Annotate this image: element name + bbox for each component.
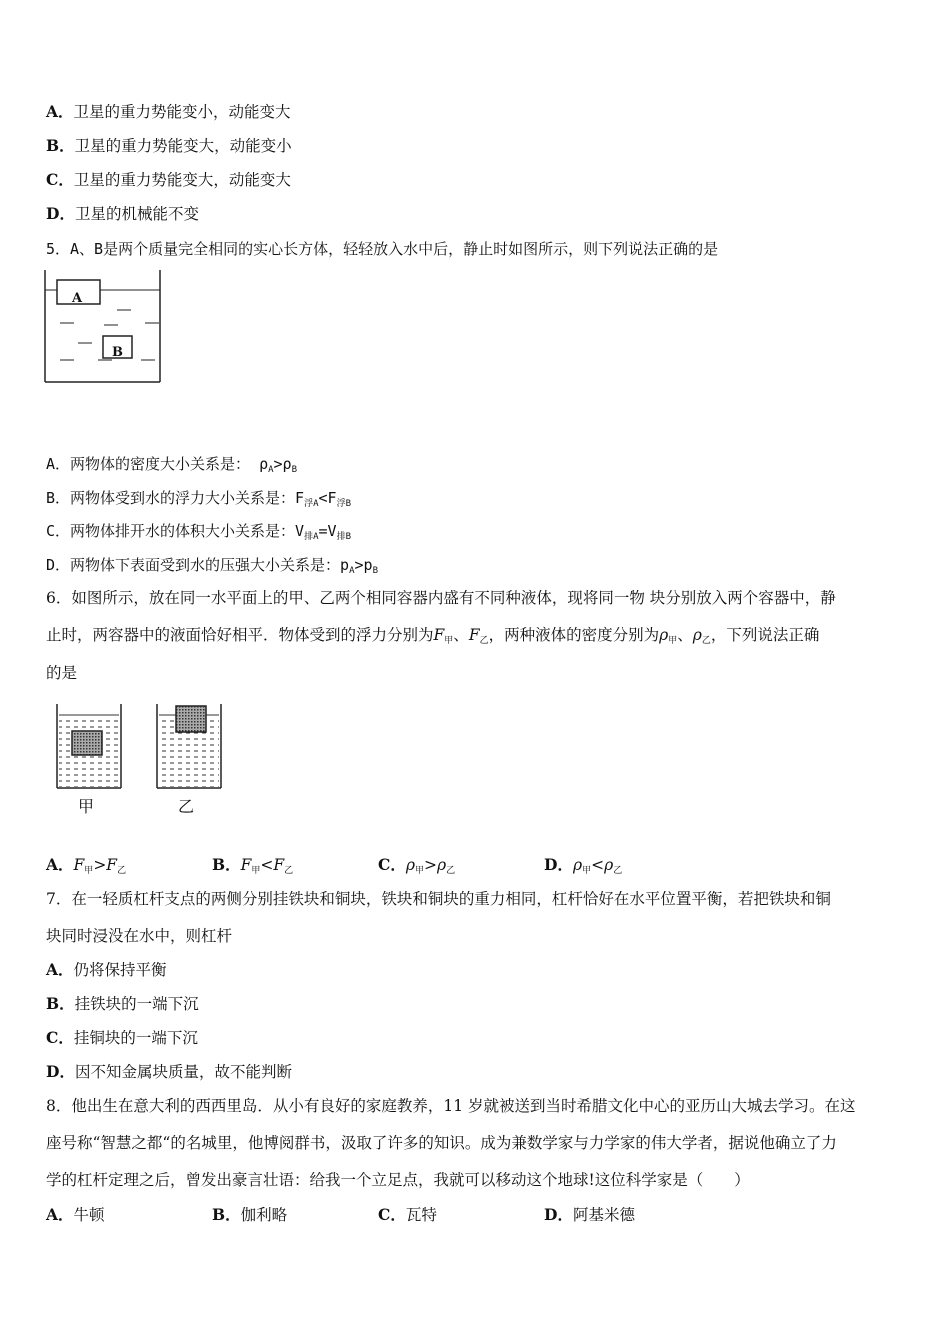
option-letter: A．: [46, 102, 74, 121]
subscript: B: [372, 566, 378, 576]
q6-options-row: [46, 855, 710, 881]
q8-stem-line1: 8．他出生在意大利的西西里岛．从小有良好的家庭教养，11 岁就被送到当时希腊文化中心的亚历山大城去学习。在这: [46, 1097, 856, 1115]
q8-stem-line2: 座号称“智慧之都“的名城里，他博阅群书，汲取了许多的知识。成为兼数学家与力学家的伟大学者，据说他确立了力: [46, 1134, 837, 1152]
relation: =V: [318, 522, 337, 540]
option-text: 仍将保持平衡: [73, 961, 167, 979]
q5-option-a: [46, 454, 297, 480]
force-symbol: F: [468, 626, 480, 644]
subscript: 甲: [668, 636, 678, 646]
subscript: 甲: [444, 636, 454, 646]
q6-option-d: [544, 855, 710, 881]
subscript: 排A: [304, 532, 319, 542]
label-yi: 乙: [178, 797, 195, 816]
symbol: F: [73, 856, 85, 874]
q8-option-b: [212, 1205, 378, 1225]
relation: >F: [93, 856, 118, 874]
q6-option-b: [212, 855, 378, 881]
option-text: 阿基米德: [572, 1206, 635, 1224]
subscript: 乙: [701, 636, 711, 646]
option-letter: C．: [378, 1205, 406, 1224]
option-letter: C．: [378, 855, 406, 874]
symbol: F: [240, 856, 252, 874]
subscript: 乙: [117, 866, 127, 876]
option-letter: D．: [544, 855, 573, 874]
relation: <ρ: [591, 856, 614, 874]
option-text: 牛顿: [73, 1206, 105, 1224]
stem-text: 止时，两容器中的液面恰好相平．物体受到的浮力分别为: [46, 626, 434, 644]
option-letter: D．: [46, 1062, 75, 1081]
q6-option-c: [378, 855, 544, 881]
q8-option-c: [378, 1205, 544, 1225]
q7-stem-line2: 块同时浸没在水中，则杠杆: [46, 927, 233, 945]
q8-option-d: [544, 1205, 710, 1225]
rho-symbol: ρ: [659, 626, 669, 644]
subscript: 排B: [336, 532, 351, 542]
option-text: D．两物体下表面受到水的压强大小关系是：p: [46, 556, 350, 574]
option-text: 瓦特: [405, 1206, 437, 1224]
q5-option-c: [46, 521, 351, 547]
label-jia: 甲: [78, 797, 95, 816]
subscript: 乙: [284, 866, 294, 876]
option-letter: B．: [46, 136, 75, 155]
q7-stem-line1: 7．在一轻质杠杆支点的两侧分别挂铁块和铜块，铁块和铜块的重力相同，杠杆恰好在水平位置平衡，若把铁块和铜: [46, 890, 831, 908]
subscript: 浮B: [336, 499, 351, 509]
q7-option-a: [46, 960, 167, 980]
relation: >ρ: [423, 856, 447, 874]
relation: >ρ: [273, 455, 292, 473]
q8-option-a: [46, 1205, 212, 1225]
subscript: 浮A: [304, 499, 319, 509]
relation: <F: [260, 856, 285, 874]
q4-option-c: [46, 170, 291, 190]
rho-symbol: ρ: [259, 455, 269, 473]
option-text: 挂铜块的一端下沉: [73, 1029, 198, 1047]
separator: 、: [677, 626, 693, 644]
relation: >p: [354, 556, 373, 574]
option-text: 卫星的机械能不变: [74, 205, 199, 223]
option-text: 因不知金属块质量，故不能判断: [74, 1063, 292, 1081]
option-text: 伽利略: [240, 1206, 288, 1224]
option-letter: A．: [46, 960, 74, 979]
subscript: 甲: [414, 866, 424, 876]
stem-text: ，两种液体的密度分别为: [488, 626, 660, 644]
option-text: 卫星的重力势能变大，动能变小: [74, 137, 292, 155]
option-letter: B．: [46, 994, 75, 1013]
q8-options-row: [46, 1205, 710, 1225]
subscript: 甲: [84, 866, 94, 876]
q7-option-b: [46, 994, 199, 1014]
q4-option-b: [46, 136, 292, 156]
q7-option-c: [46, 1028, 198, 1048]
option-letter: B．: [212, 855, 241, 874]
separator: 、: [453, 626, 469, 644]
option-text: A．两物体的密度大小关系是：: [46, 455, 251, 473]
q6-stem-line2: [46, 625, 819, 651]
symbol: ρ: [405, 856, 415, 874]
option-letter: D．: [544, 1205, 573, 1224]
subscript: A: [349, 566, 355, 576]
option-text: C．两物体排开水的体积大小关系是：V: [46, 522, 305, 540]
option-letter: A．: [46, 1205, 74, 1224]
q4-option-d: [46, 204, 199, 224]
q8-stem-line3: 学的杠杆定理之后，曾发出豪言壮语：给我一个立足点，我就可以移动这个地球!这位科学家是（ ）: [46, 1171, 750, 1189]
subscript: 乙: [613, 866, 623, 876]
symbol: ρ: [572, 856, 583, 874]
q6-stem-line3: 的是: [46, 664, 78, 682]
option-letter: C．: [46, 1028, 74, 1047]
q6-stem-line1: 6．如图所示，放在同一水平面上的甲、乙两个相同容器内盛有不同种液体，现将同一物 块分别放入两个容器中，静: [46, 589, 836, 607]
subscript: A: [268, 465, 274, 475]
q6-option-a: [46, 855, 212, 881]
q7-option-d: [46, 1062, 292, 1082]
subscript: 甲: [582, 866, 592, 876]
option-text: 卫星的重力势能变小，动能变大: [73, 103, 291, 121]
q6-figure-containers: [50, 700, 230, 820]
option-letter: B．: [212, 1205, 241, 1224]
tank-diagram: [44, 268, 164, 386]
q5-option-d: [46, 555, 378, 581]
containers-diagram: [50, 700, 230, 790]
block-a-label: A: [72, 291, 83, 306]
subscript: 乙: [446, 866, 456, 876]
rho-symbol: ρ: [692, 626, 702, 644]
option-letter: C．: [46, 170, 74, 189]
subscript: 甲: [251, 866, 261, 876]
option-text: 卫星的重力势能变大，动能变大: [73, 171, 291, 189]
force-symbol: F: [433, 626, 445, 644]
option-letter: A．: [46, 855, 74, 874]
block-b-label: B: [112, 345, 123, 360]
q4-option-a: [46, 102, 291, 122]
q5-option-b: [46, 488, 351, 514]
subscript: B: [291, 465, 298, 475]
q5-figure-tank: [44, 268, 164, 386]
relation: <F: [318, 489, 337, 507]
option-text: B．两物体受到水的浮力大小关系是：F: [46, 489, 305, 507]
option-letter: D．: [46, 204, 75, 223]
subscript: 乙: [479, 636, 489, 646]
option-text: 挂铁块的一端下沉: [74, 995, 199, 1013]
stem-text: ，下列说法正确: [710, 626, 820, 644]
q5-stem: 5．A、B是两个质量完全相同的实心长方体，轻轻放入水中后，静止时如图所示，则下列说法正确的是: [46, 240, 719, 258]
